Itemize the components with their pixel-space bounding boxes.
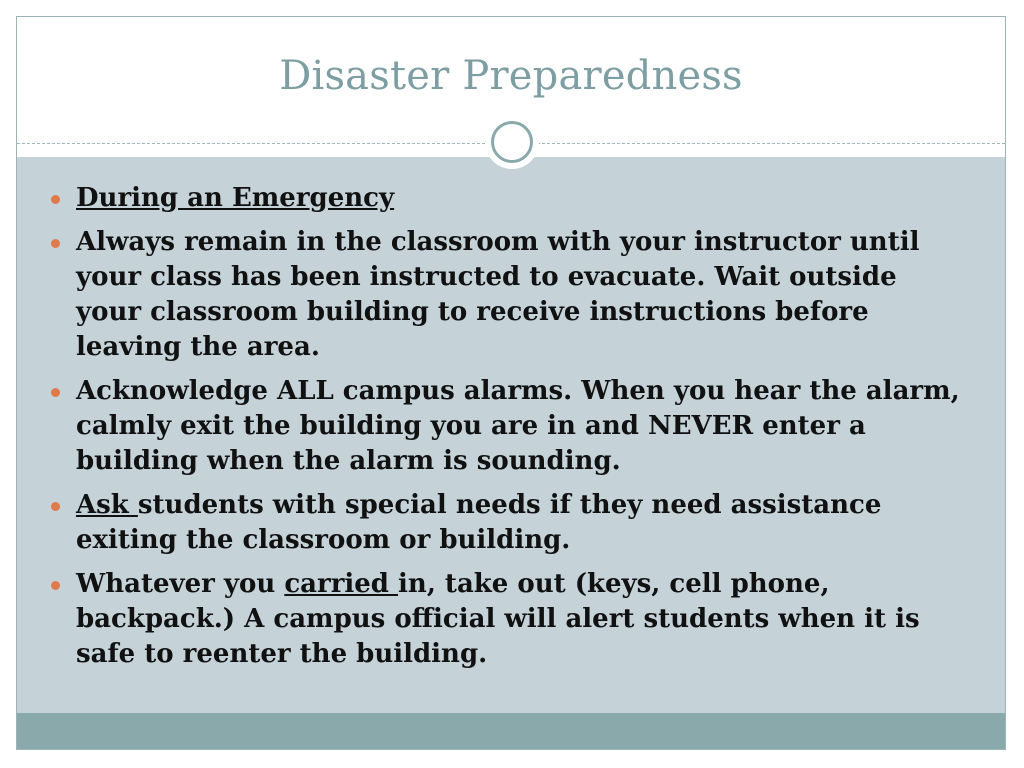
bullet-dot-icon <box>51 195 60 204</box>
underlined-text: Ask <box>76 490 138 520</box>
underlined-text: carried <box>284 569 399 599</box>
content-area <box>17 157 1005 715</box>
bullet-dot-icon <box>51 502 60 511</box>
bullet-text: students with special needs if they need assistance exiting the classroom or building. <box>76 490 882 555</box>
bullet-list <box>51 181 961 681</box>
footer-bar <box>17 713 1005 749</box>
bullet-text: Always remain in the classroom with your instructor until your class has been instructed to evacuate. Wait outside your classroom building to receive instructions before leaving the area. <box>76 227 920 362</box>
bullet-dot-icon <box>51 239 60 248</box>
circle-ornament-icon <box>485 115 539 169</box>
bullet-dot-icon <box>51 581 60 590</box>
bullet-item-1 <box>51 181 961 216</box>
bullet-dot-icon <box>51 388 60 397</box>
bullet-item-4 <box>51 488 961 558</box>
bullet-text: in, take out (keys, cell phone, backpack.) A campus official will alert students when it is safe to reenter the building. <box>76 569 920 669</box>
section-heading: During an Emergency <box>76 183 395 213</box>
circle-ring-icon <box>491 121 533 163</box>
bullet-item-2 <box>51 225 961 365</box>
slide <box>16 16 1006 750</box>
slide-title: Disaster Preparedness <box>279 53 743 99</box>
bullet-item-5 <box>51 567 961 672</box>
bullet-text: Acknowledge ALL campus alarms. When you hear the alarm, calmly exit the building you are in and NEVER enter a building when the alarm is sounding. <box>76 376 960 476</box>
bullet-text: Whatever you <box>76 569 285 599</box>
bullet-item-3 <box>51 374 961 479</box>
